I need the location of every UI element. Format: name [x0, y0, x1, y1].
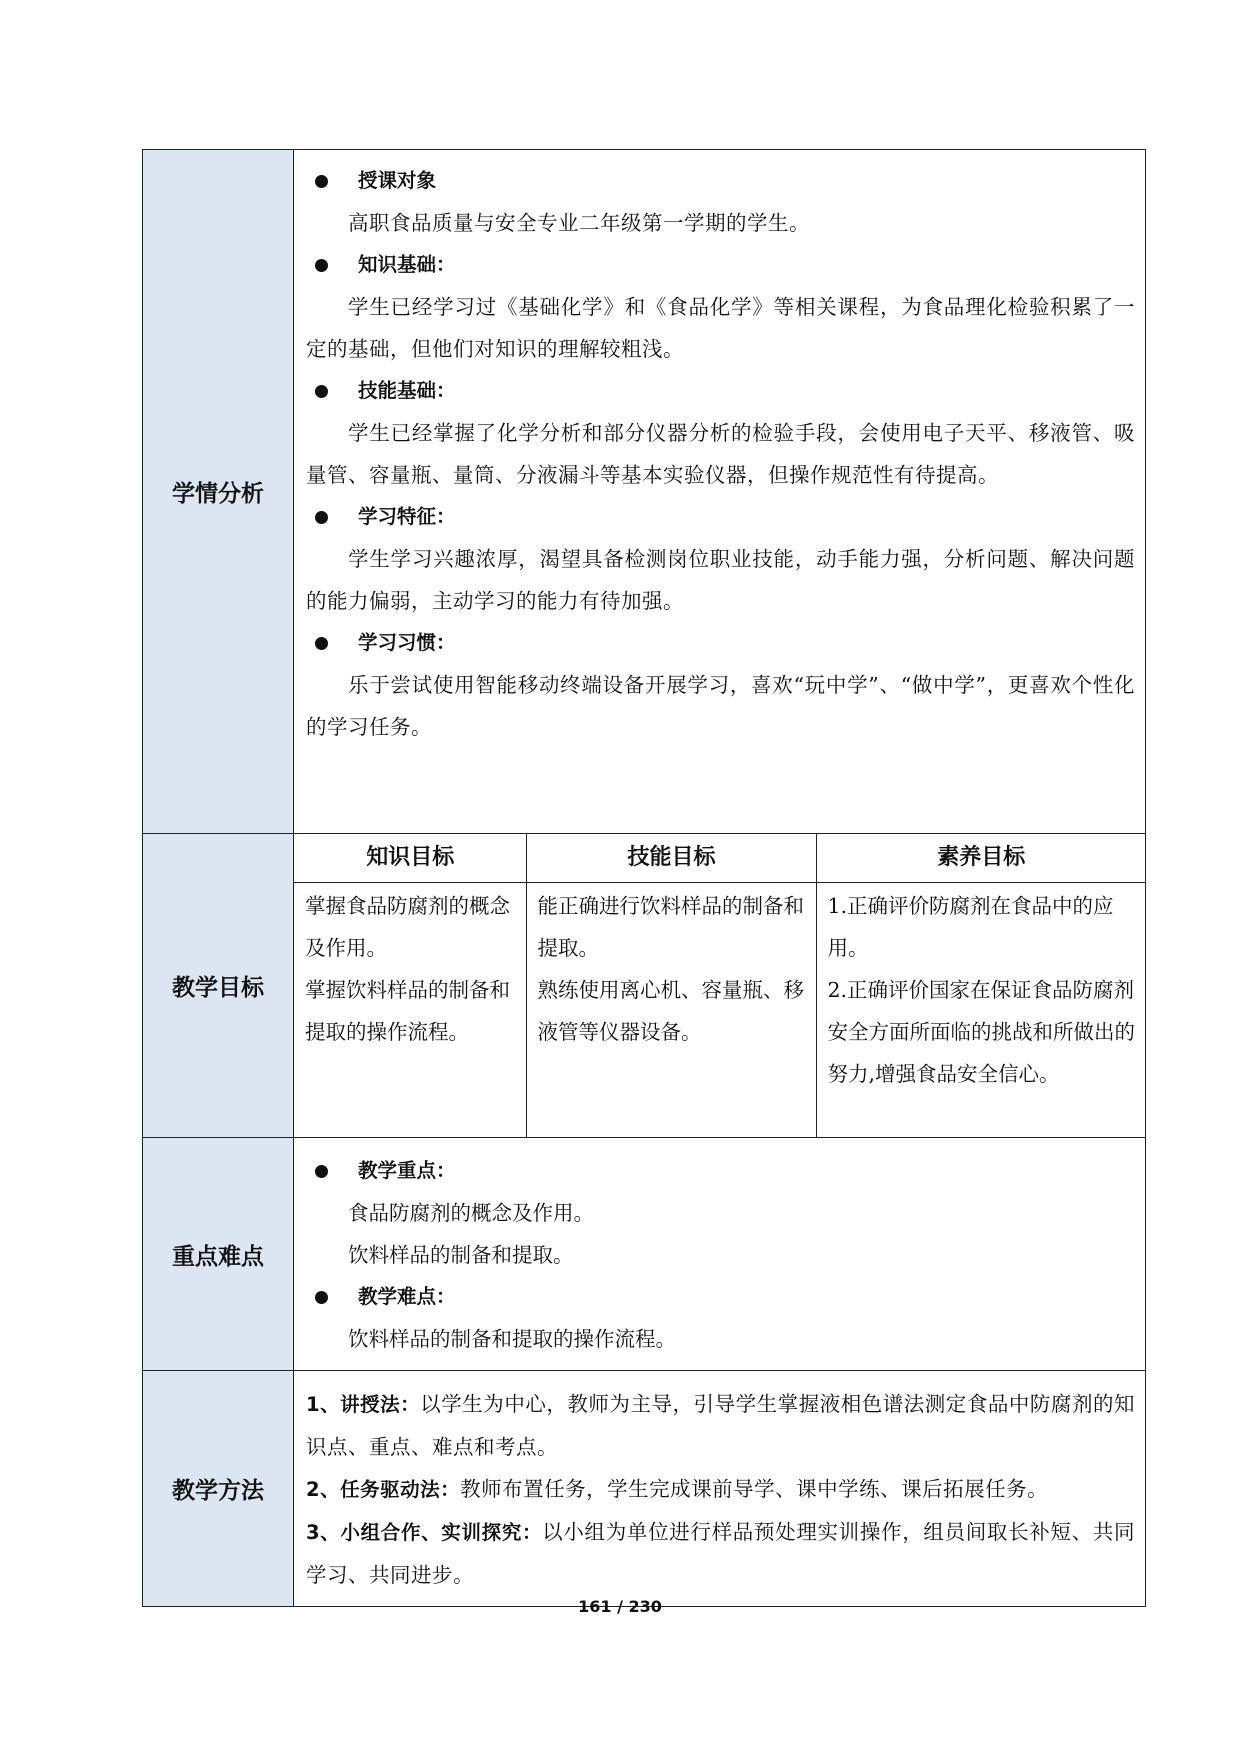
- analysis-item-text: 学生已经掌握了化学分析和部分仪器分析的检验手段，会使用电子天平、移液管、吸量管、容量瓶、量筒、分液漏斗等基本实验仪器，但操作规范性有待提高。: [306, 421, 1135, 487]
- goals-header-skill: 技能目标: [526, 834, 816, 883]
- analysis-content: [294, 150, 1146, 834]
- goals-row: [143, 834, 1146, 1138]
- analysis-row: [143, 150, 1146, 834]
- methods-content: [294, 1371, 1146, 1607]
- difficulty-heading: 教学难点：: [306, 1276, 1135, 1318]
- goals-content: [294, 834, 1146, 1138]
- bullet-icon: [315, 385, 328, 398]
- focus-item: 饮料样品的制备和提取。: [348, 1243, 574, 1267]
- bullet-icon: [315, 1291, 328, 1304]
- analysis-item-heading: 技能基础：: [306, 370, 1135, 412]
- analysis-item-heading: 知识基础：: [306, 244, 1135, 286]
- analysis-item-heading: 学习习惯：: [306, 622, 1135, 664]
- analysis-item-heading: 授课对象: [306, 160, 1135, 202]
- goals-label: 教学目标: [143, 834, 294, 1138]
- keypoints-label: 重点难点: [143, 1138, 294, 1371]
- goals-skill-cell: [526, 883, 816, 1138]
- keypoints-content: [294, 1138, 1146, 1371]
- bullet-icon: [315, 1165, 328, 1178]
- page-number: 161 / 230: [578, 1597, 662, 1616]
- analysis-label: 学情分析: [143, 150, 294, 834]
- analysis-item-text: 学生学习兴趣浓厚，渴望具备检测岗位职业技能，动手能力强，分析问题、解决问题的能力偏弱，主动学习的能力有待加强。: [306, 547, 1135, 613]
- goals-table: [294, 834, 1145, 1137]
- analysis-item-heading: 学习特征：: [306, 496, 1135, 538]
- method-item: 2、任务驱动法：教师布置任务，学生完成课前导学、课中学练、课后拓展任务。: [306, 1477, 1049, 1501]
- focus-item: 食品防腐剂的概念及作用。: [348, 1201, 594, 1225]
- method-item: 1、讲授法：以学生为中心，教师为主导，引导学生掌握液相色谱法测定食品中防腐剂的知识点、重点、难点和考点。: [306, 1392, 1135, 1459]
- goal-item: 掌握饮料样品的制备和提取的操作流程。: [305, 978, 510, 1044]
- bullet-icon: [315, 637, 328, 650]
- analysis-item-text: 学生已经学习过《基础化学》和《食品化学》等相关课程，为食品理化检验积累了一定的基础，但他们对知识的理解较粗浅。: [306, 295, 1135, 361]
- goal-item: 熟练使用离心机、容量瓶、移液管等仪器设备。: [537, 978, 804, 1044]
- methods-label: 教学方法: [143, 1371, 294, 1607]
- methods-row: [143, 1371, 1146, 1607]
- goals-header-literacy: 素养目标: [816, 834, 1145, 883]
- goals-literacy-cell: [816, 883, 1145, 1138]
- analysis-item-text: 乐于尝试使用智能移动终端设备开展学习，喜欢“玩中学”、“做中学”，更喜欢个性化的学习任务。: [306, 673, 1135, 739]
- bullet-icon: [315, 511, 328, 524]
- goal-item: 能正确进行饮料样品的制备和提取。: [537, 894, 804, 960]
- goals-header-knowledge: 知识目标: [294, 834, 526, 883]
- difficulty-item: 饮料样品的制备和提取的操作流程。: [348, 1327, 676, 1351]
- bullet-icon: [315, 259, 328, 272]
- lesson-plan-table: [142, 149, 1146, 1607]
- bullet-icon: [315, 175, 328, 188]
- goal-item: 掌握食品防腐剂的概念及作用。: [305, 894, 510, 960]
- keypoints-row: [143, 1138, 1146, 1371]
- analysis-item-text: 高职食品质量与安全专业二年级第一学期的学生。: [348, 211, 810, 235]
- goal-item: 2.正确评价国家在保证食品防腐剂安全方面所面临的挑战和所做出的努力,增强食品安全信心。: [827, 978, 1135, 1086]
- goals-knowledge-cell: [294, 883, 526, 1138]
- focus-heading: 教学重点：: [306, 1150, 1135, 1192]
- goal-item: 1.正确评价防腐剂在食品中的应用。: [827, 894, 1114, 960]
- method-item: 3、小组合作、实训探究：以小组为单位进行样品预处理实训操作，组员间取长补短、共同学习、共同进步。: [306, 1520, 1135, 1587]
